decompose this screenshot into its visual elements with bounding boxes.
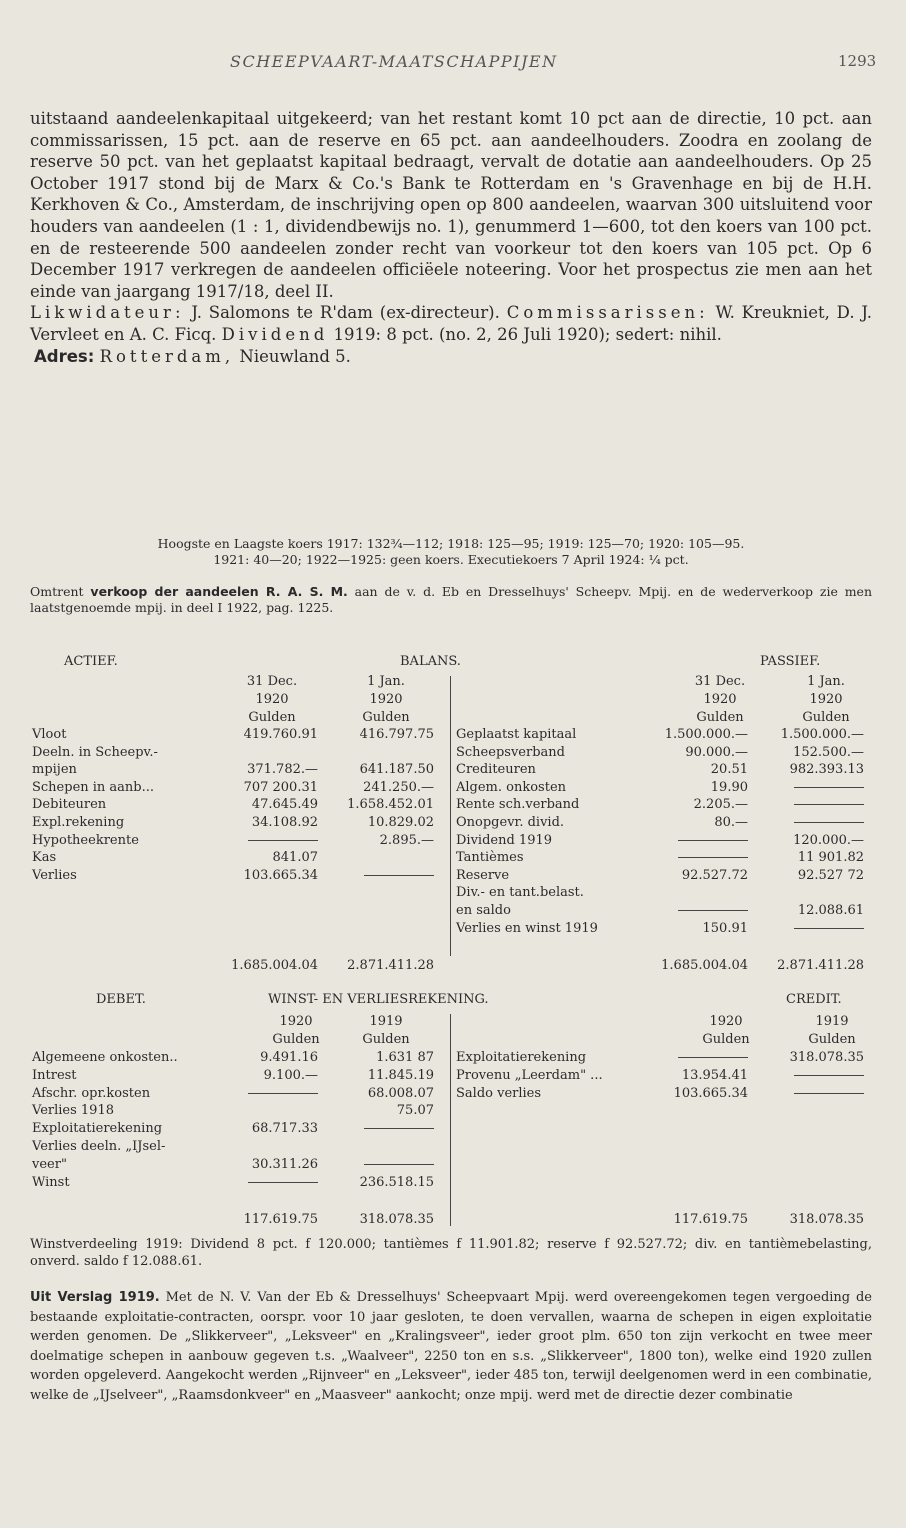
actief-row-value-1: 707 200.31 <box>243 779 318 795</box>
passief-row-label: Tantièmes <box>456 850 524 866</box>
column-head: 31 Dec. <box>694 674 746 689</box>
dividend-label: Dividend <box>221 324 329 344</box>
passief-row-label: en saldo <box>456 903 511 918</box>
debet-row-value-2: 1.631 87 <box>376 1050 434 1065</box>
debet-row-value-1: 9.491.16 <box>260 1050 318 1065</box>
debet-row-label: Verlies deeln. „IJsel- <box>32 1139 166 1154</box>
column-head: 1920 <box>369 692 403 707</box>
passief-row-value-2: 152.500.— <box>793 744 864 760</box>
passief-row-value-1: 19.90 <box>710 779 748 795</box>
passief-row-value-2 <box>764 921 864 936</box>
koers-line-1: Hoogste en Laagste koers 1917: 132¾—112; 1918: 125—95; 1919: 125—70; 1920: 105—95. <box>157 536 745 551</box>
debet-row-value-1: 9.100.— <box>263 1067 318 1083</box>
debet-row-value-2 <box>334 1121 434 1136</box>
actief-row-label: Schepen in aanb... <box>32 779 155 795</box>
debet-row-label: Winst <box>32 1174 70 1190</box>
actief-title: ACTIEF. <box>64 654 118 669</box>
actief-row-value-1: 103.665.34 <box>243 867 318 883</box>
credit-row-value-2 <box>764 1086 864 1101</box>
column-head: Gulden <box>272 1032 320 1047</box>
balans-title: BALANS. <box>400 654 461 669</box>
passief-row-value-1: 20.51 <box>710 762 748 778</box>
passief-row-value-1: 150.91 <box>702 920 748 936</box>
debet-row-label: Algemeene onkosten.. <box>32 1050 178 1065</box>
passief-title: PASSIEF. <box>760 654 821 669</box>
debet-title: DEBET. <box>96 992 146 1007</box>
debet-total-2: 318.078.35 <box>359 1212 434 1227</box>
credit-row-label: Exploitatierekening <box>456 1050 587 1065</box>
passief-row-label: Scheepsverband <box>456 744 565 760</box>
adres-city: Rotterdam, <box>99 346 235 366</box>
debet-row-label: Intrest <box>32 1067 77 1083</box>
passief-row-value-2: 11 901.82 <box>797 850 864 866</box>
running-header <box>0 52 906 78</box>
credit-total-2: 318.078.35 <box>789 1212 864 1227</box>
passief-row-label: Geplaatst kapitaal <box>456 727 577 742</box>
verkoop-note <box>30 584 872 616</box>
passief-row-value-1 <box>658 903 748 918</box>
passief-row-value-1: 80.— <box>714 815 748 830</box>
column-head: Gulden <box>702 1032 750 1047</box>
passief-row-label: Div.- en tant.belast. <box>456 885 584 901</box>
passief-row-value-1: 90.000.— <box>685 744 748 760</box>
column-head: 1 Jan. <box>807 674 845 689</box>
balans-totals <box>0 958 906 978</box>
passief-row-label: Verlies en winst 1919 <box>456 920 598 936</box>
actief-row-value-2: 641.187.50 <box>359 762 434 778</box>
passief-row-value-1: 2.205.— <box>693 797 748 813</box>
koers-block <box>30 536 872 568</box>
passief-row-label: Rente sch.verband <box>456 797 580 813</box>
debet-row <box>0 1175 906 1195</box>
wv-totals <box>0 1212 906 1232</box>
actief-row-value-2: 2.895.— <box>379 832 434 848</box>
column-head: 1 Jan. <box>367 674 405 689</box>
koers-line-2: 1921: 40—20; 1922—1925: geen koers. Executiekoers 7 April 1924: ¼ pct. <box>213 552 689 567</box>
actief-total-2: 2.871.411.28 <box>347 958 434 973</box>
column-head-row <box>0 1014 906 1034</box>
actief-total-1: 1.685.004.04 <box>231 958 318 973</box>
credit-row-label: Provenu „Leerdam" ... <box>456 1067 603 1083</box>
actief-row-value-1: 47.645.49 <box>251 797 318 813</box>
debet-row-label: Verlies 1918 <box>32 1103 114 1119</box>
intro-text: uitstaand aandeelenkapitaal uitgekeerd; van het restant komt 10 pct aan de directie, 10 pct. aan commissarissen, 15 pct. aan de reserve en 65 pct. aan aandeelhouders. Zoodra en zoolang de reserve 50 pct. van het geplaatst kapitaal bedraagt, vervalt de dotatie aan aandeelhouders. Op 25 October 1917 stond bij de Marx & Co.'s Bank te Rotterdam en 's Gravenhage en bij de H.H. Kerkhoven & Co., Amsterdam, de inschrijving open op 800 aandeelen, waarvan 300 uitsluitend voor houders van aandeelen (1 : 1, dividendbewijs no. 1), genummerd 1—600, tot den koers van 100 pct. en de resteerende 500 aandeelen zonder recht van voorkeur tot den koers van 105 pct. Op 6 December 1917 verkregen de aandeelen officiëele noteering. Voor het prospectus zie men aan het einde van jaargang 1917/18, deel II. <box>30 109 872 301</box>
actief-row-label: Verlies <box>32 867 77 883</box>
actief-row-label: Kas <box>32 850 57 866</box>
actief-row-value-2: 10.829.02 <box>367 815 434 830</box>
actief-row-value-1: 371.782.— <box>247 762 318 778</box>
actief-row-value-1: 34.108.92 <box>251 815 318 830</box>
column-head: 31 Dec. <box>246 674 298 689</box>
actief-row-value-2: 1.658.452.01 <box>347 797 434 813</box>
verslag-text: Met de N. V. Van der Eb & Dresselhuys' Scheepvaart Mpij. werd overeengekomen tegen vergoeding de bestaande exploitatie-contracten, oorspr. voor 10 jaar gesloten, te doen vervallen, waarna de schepen in eigen exploitatie werden genomen. De „Slikkerveer", „Leksveer" en „Kralingsveer", ieder groot plm. 650 ton zijn verkocht en twee meer doelmatige schepen in aanbouw gegeven t.s. „Waalveer", 2250 ton en s.s. „Slikkerveer", 1800 ton), welke eind 1920 zullen worden opgeleverd. Aangekocht werden „Rijnveer" en „Leksveer", ieder 485 ton, terwijl deelgenomen werd in een combinatie, welke de „IJselveer", „Raamsdonkveer" en „Maasveer" aankocht; onze mpij. werd met de directie dezer combinatie <box>30 1290 873 1403</box>
commissarissen-label: Commissarissen: <box>506 303 709 323</box>
passief-row-value-2: 120.000.— <box>793 832 864 848</box>
column-head: Gulden <box>696 710 744 725</box>
credit-row-value-2 <box>764 1068 864 1083</box>
passief-total-1: 1.685.004.04 <box>661 958 748 973</box>
credit-row-value-1: 103.665.34 <box>673 1085 748 1101</box>
actief-row-label: Hypotheekrente <box>32 832 139 848</box>
column-head: Gulden <box>362 710 410 725</box>
column-head: Gulden <box>808 1032 856 1047</box>
credit-row <box>0 1086 906 1106</box>
passief-row-value-1 <box>658 850 748 865</box>
people-line <box>30 302 872 345</box>
debet-row-value-2 <box>334 1157 434 1172</box>
likwidateur-label: Likwidateur: <box>30 303 185 323</box>
column-head-row <box>0 674 906 694</box>
wv-title: WINST- EN VERLIESREKENING. <box>268 992 489 1007</box>
debet-row-value-2: 11.845.19 <box>367 1067 434 1083</box>
passief-row-value-1: 1.500.000.— <box>664 727 748 742</box>
verkoop-post: aan de v. d. Eb en Dresselhuys' Scheepv. Mpij. en de wederverkoop zie men laatstgenoemde mpij. in deel I 1922, pag. 1225. <box>30 584 873 615</box>
credit-row-value-1: 13.954.41 <box>681 1067 748 1083</box>
running-title: SCHEEPVAART-MAATSCHAPPIJEN <box>230 52 558 71</box>
debet-row-value-1 <box>228 1175 318 1190</box>
column-head: 1920 <box>809 692 843 707</box>
passief-row-value-1: 92.527.72 <box>681 867 748 883</box>
passief-row-value-1 <box>658 833 748 848</box>
actief-row-value-2: 241.250.— <box>363 779 434 795</box>
column-head: Gulden <box>802 710 850 725</box>
credit-row-value-2: 318.078.35 <box>789 1050 864 1065</box>
intro-paragraph <box>30 108 872 367</box>
actief-row-label: Vloot <box>32 727 67 742</box>
column-head: 1920 <box>255 692 289 707</box>
column-head: Gulden <box>248 710 296 725</box>
actief-row-value-1: 841.07 <box>272 850 318 866</box>
passief-row-label: Crediteuren <box>456 762 536 778</box>
actief-row-value-1: 419.760.91 <box>243 727 318 742</box>
credit-total-1: 117.619.75 <box>673 1212 748 1227</box>
adres-label: Adres: <box>34 346 95 366</box>
passief-total-2: 2.871.411.28 <box>777 958 864 973</box>
credit-row-value-1 <box>658 1050 748 1065</box>
column-head: 1919 <box>815 1014 849 1029</box>
passief-row-label: Dividend 1919 <box>456 832 553 848</box>
winstverdeeling: Winstverdeeling 1919: Dividend 8 pct. f 120.000; tantièmes f 11.901.82; reserve f 92.527.72; div. en tantièmebelasting, onverd. saldo f 12.088.61. <box>30 1237 872 1269</box>
debet-row-label: veer" <box>32 1156 67 1172</box>
column-head: 1920 <box>279 1014 313 1029</box>
adres-line <box>30 346 872 368</box>
passief-row-value-2: 982.393.13 <box>789 762 864 778</box>
debet-row-value-2: 236.518.15 <box>359 1174 434 1190</box>
verslag-paragraph <box>30 1288 872 1405</box>
credit-title: CREDIT. <box>786 992 842 1007</box>
verkoop-bold: verkoop der aandeelen R. A. S. M. <box>90 584 348 599</box>
debet-row-label: Exploitatierekening <box>32 1121 163 1137</box>
actief-row-value-2: 416.797.75 <box>359 727 434 742</box>
actief-row-label: Deeln. in Scheepv.- <box>32 744 158 760</box>
verslag-label: Uit Verslag 1919. <box>30 1290 160 1305</box>
passief-row-value-2 <box>764 797 864 812</box>
debet-row-label: Afschr. opr.kosten <box>32 1085 151 1101</box>
passief-row-label: Algem. onkosten <box>456 779 567 795</box>
passief-row-value-2: 92.527 72 <box>797 867 864 883</box>
passief-row-label: Reserve <box>456 867 510 883</box>
actief-row-label: Expl.rekening <box>32 815 125 830</box>
debet-row-value-1: 30.311.26 <box>251 1156 318 1172</box>
passief-row-value-2: 12.088.61 <box>797 903 864 918</box>
debet-row-value-2: 68.008.07 <box>367 1085 434 1101</box>
page-number: 1293 <box>838 52 877 70</box>
commissarissen-text: W. Kreukniet, D. J. Vervleet en A. C. Ficq. <box>30 303 872 344</box>
column-head: 1919 <box>369 1014 403 1029</box>
passief-row-label: Onopgevr. divid. <box>456 815 565 830</box>
column-head: 1920 <box>703 692 737 707</box>
passief-row <box>0 921 906 941</box>
actief-row-label: Debiteuren <box>32 797 107 813</box>
credit-row-label: Saldo verlies <box>456 1085 542 1101</box>
debet-row-value-1: 68.717.33 <box>251 1121 318 1137</box>
wv-divider <box>450 1014 451 1226</box>
adres-street: Nieuwland 5. <box>234 346 351 366</box>
debet-total-1: 117.619.75 <box>243 1212 318 1227</box>
passief-row-value-2: 1.500.000.— <box>780 727 864 742</box>
column-head-row <box>0 1032 906 1052</box>
passief-row-value-2 <box>764 815 864 830</box>
passief-row-value-2 <box>764 780 864 795</box>
dividend-text: 1919: 8 pct. (no. 2, 26 Juli 1920); sedert: nihil. <box>328 324 722 344</box>
column-head: Gulden <box>362 1032 410 1047</box>
likwidateur-text: J. Salomons te R'dam (ex-directeur). <box>184 303 507 323</box>
column-head-row <box>0 692 906 712</box>
verkoop-pre: Omtrent <box>30 584 91 599</box>
actief-row-label: mpijen <box>32 762 77 778</box>
debet-row-value-2: 75.07 <box>396 1103 434 1119</box>
balans-divider <box>450 676 451 956</box>
column-head: 1920 <box>709 1014 743 1029</box>
